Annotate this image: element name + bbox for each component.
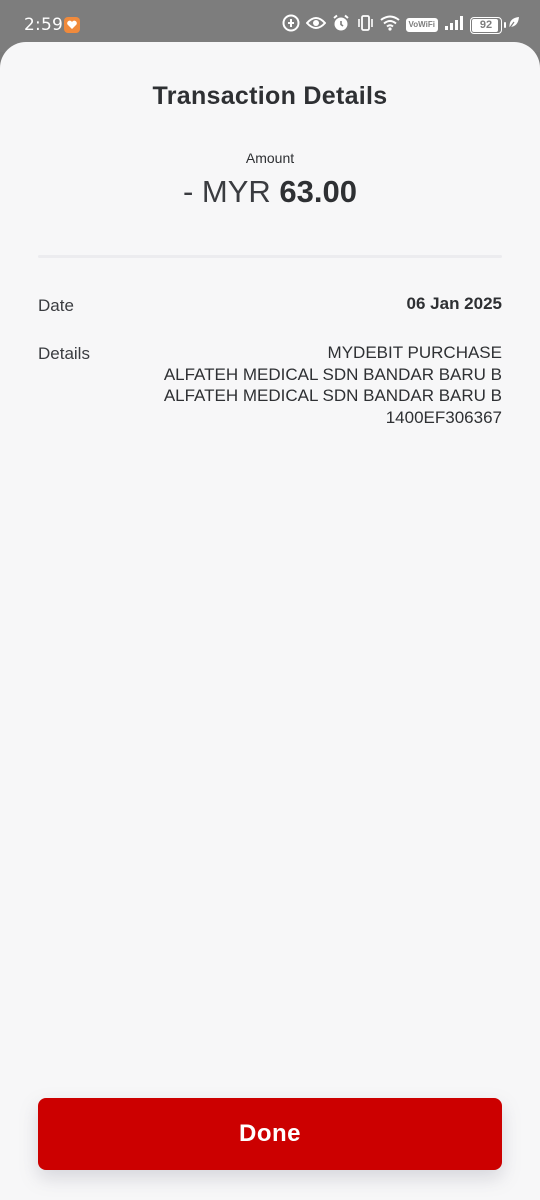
details-label: Details [38, 344, 90, 363]
battery-level: 92 [479, 18, 493, 31]
status-icons [282, 14, 520, 36]
details-line: 1400EF306367 [385, 407, 502, 427]
alarm-icon [332, 14, 350, 37]
signal-icon [444, 15, 464, 36]
done-button[interactable]: Done [38, 1098, 502, 1170]
data-saver-icon [282, 14, 300, 37]
wifi-icon [380, 15, 400, 36]
divider [38, 255, 502, 258]
vowifi-icon: VoWiFi [406, 18, 438, 32]
details-line: ALFATEH MEDICAL SDN BANDAR BARU B [163, 386, 502, 405]
eye-icon [306, 16, 326, 35]
amount-display [0, 174, 540, 210]
app-badge-icon [64, 17, 80, 33]
amount-label: Amount [245, 150, 295, 166]
vibrate-icon [356, 14, 374, 37]
page-title: Transaction Details [152, 82, 388, 110]
battery-icon [470, 17, 502, 34]
transaction-details-sheet [0, 42, 540, 1200]
details-line: MYDEBIT PURCHASE [327, 343, 502, 362]
status-time: 2:59 [24, 15, 63, 35]
amount-value: 63.00 [279, 174, 357, 209]
details-line: ALFATEH MEDICAL SDN BANDAR BARU B [163, 364, 502, 384]
date-value: 06 Jan 2025 [406, 294, 502, 313]
details-value [142, 342, 502, 428]
amount-currency: - MYR [182, 174, 280, 209]
date-label: Date [38, 296, 74, 315]
leaf-icon [508, 16, 520, 35]
